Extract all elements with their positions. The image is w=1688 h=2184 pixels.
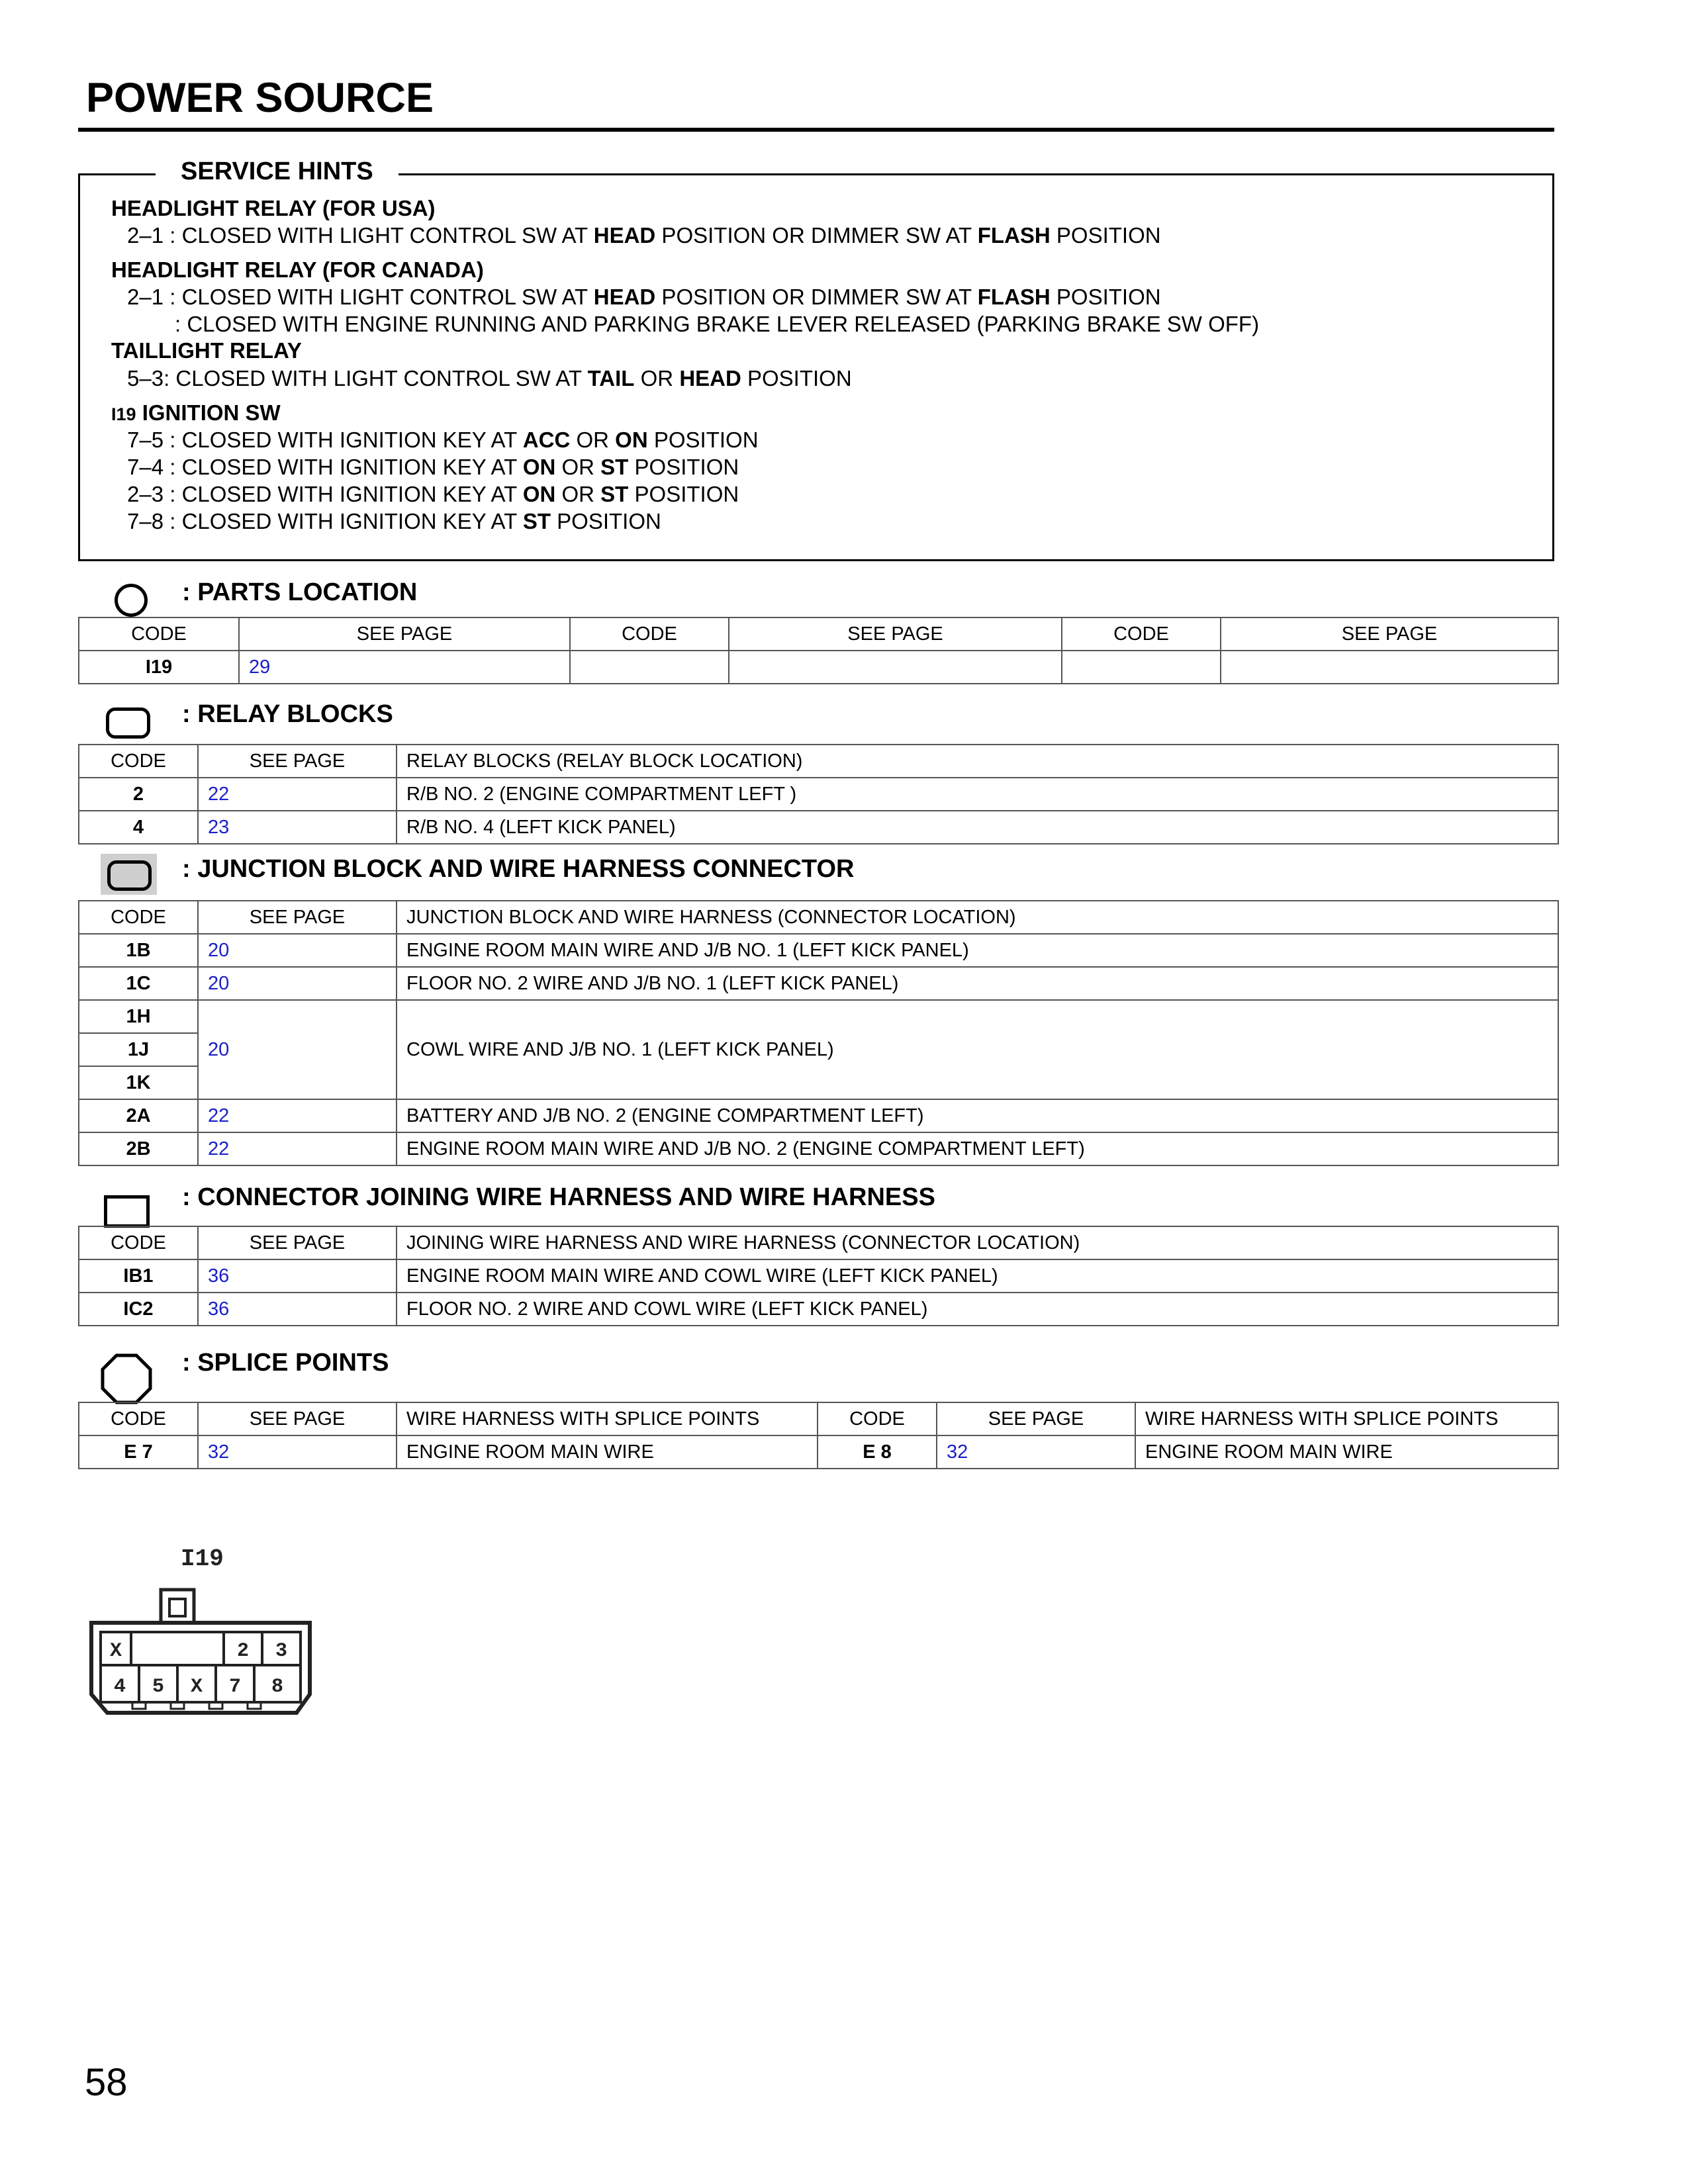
- page-title: POWER SOURCE: [86, 75, 434, 121]
- code-cell: 1H: [79, 1000, 198, 1033]
- taillight-heading: TAILLIGHT RELAY: [111, 338, 302, 363]
- page-link[interactable]: 32: [937, 1435, 1135, 1469]
- table-row: [79, 934, 1558, 967]
- empty-cell: [1062, 651, 1221, 684]
- page-link[interactable]: 22: [198, 1132, 397, 1165]
- page-link[interactable]: 23: [198, 811, 397, 844]
- pin-label: 2: [236, 1640, 250, 1662]
- pin-label: 8: [271, 1676, 284, 1698]
- header-cell: CODE: [818, 1402, 937, 1435]
- code-cell: E 7: [79, 1435, 198, 1469]
- table-row: [79, 1132, 1558, 1165]
- parts-location-table: [78, 617, 1559, 684]
- header-cell: RELAY BLOCKS (RELAY BLOCK LOCATION): [397, 745, 1558, 778]
- page-link[interactable]: 20: [198, 967, 397, 1000]
- header-cell: SEE PAGE: [729, 617, 1062, 651]
- description-cell: FLOOR NO. 2 WIRE AND COWL WIRE (LEFT KICK PANEL): [397, 1293, 1558, 1326]
- page-link[interactable]: 32: [198, 1435, 397, 1469]
- description-cell: R/B NO. 2 (ENGINE COMPARTMENT LEFT ): [397, 778, 1558, 811]
- code-cell: 2: [79, 778, 198, 811]
- junction-block-table: [78, 900, 1559, 1166]
- relay-blocks-title: : RELAY BLOCKS: [182, 700, 393, 728]
- junction-block-icon: [107, 860, 152, 891]
- pin-label: X: [190, 1676, 203, 1698]
- description-cell: FLOOR NO. 2 WIRE AND J/B NO. 1 (LEFT KICK PANEL): [397, 967, 1558, 1000]
- taillight-line: 5–3: CLOSED WITH LIGHT CONTROL SW AT TAIL OR HEAD POSITION: [127, 366, 852, 390]
- description-cell: ENGINE ROOM MAIN WIRE: [397, 1435, 818, 1469]
- connector-housing: [91, 1623, 310, 1713]
- code-cell: 2B: [79, 1132, 198, 1165]
- connector-i19-diagram: [85, 1535, 323, 1747]
- splice-points-title: : SPLICE POINTS: [182, 1349, 389, 1377]
- code-cell: 2A: [79, 1099, 198, 1132]
- connector-label: I19: [181, 1545, 224, 1572]
- connector-tab: [248, 1702, 261, 1709]
- description-cell: ENGINE ROOM MAIN WIRE AND J/B NO. 1 (LEFT KICK PANEL): [397, 934, 1558, 967]
- header-cell: CODE: [79, 617, 239, 651]
- header-cell: SEE PAGE: [198, 1402, 397, 1435]
- header-cell: CODE: [1062, 617, 1221, 651]
- headlight-canada-line-2: : CLOSED WITH ENGINE RUNNING AND PARKING BRAKE LEVER RELEASED (PARKING BRAKE SW OFF): [175, 312, 1260, 336]
- relay-blocks-table: [78, 744, 1559, 844]
- description-cell: COWL WIRE AND J/B NO. 1 (LEFT KICK PANEL): [397, 1000, 1558, 1099]
- header-cell: CODE: [79, 1226, 198, 1259]
- connector-lock-tab: [161, 1590, 194, 1623]
- table-row: [79, 967, 1558, 1000]
- table-header-row: [79, 617, 1558, 651]
- header-cell: CODE: [79, 745, 198, 778]
- ignition-heading: I19 IGNITION SW: [111, 400, 281, 425]
- junction-block-title: : JUNCTION BLOCK AND WIRE HARNESS CONNECTOR: [182, 855, 855, 883]
- table-header-row: [79, 1402, 1558, 1435]
- ignition-line: 2–3 : CLOSED WITH IGNITION KEY AT ON OR ST POSITION: [127, 482, 739, 506]
- parts-location-title: : PARTS LOCATION: [182, 578, 418, 606]
- table-header-row: [79, 1226, 1558, 1259]
- header-cell: WIRE HARNESS WITH SPLICE POINTS: [397, 1402, 818, 1435]
- header-cell: WIRE HARNESS WITH SPLICE POINTS: [1135, 1402, 1558, 1435]
- parts-location-icon: [115, 584, 148, 617]
- header-cell: CODE: [570, 617, 729, 651]
- ignition-line: 7–8 : CLOSED WITH IGNITION KEY AT ST POSITION: [127, 509, 661, 533]
- page-link[interactable]: 36: [198, 1259, 397, 1293]
- headlight-canada-line: 2–1 : CLOSED WITH LIGHT CONTROL SW AT HEAD POSITION OR DIMMER SW AT FLASH POSITION: [127, 285, 1161, 309]
- header-cell: JOINING WIRE HARNESS AND WIRE HARNESS (CONNECTOR LOCATION): [397, 1226, 1558, 1259]
- code-cell: 1B: [79, 934, 198, 967]
- table-row: [79, 811, 1558, 844]
- headlight-canada-heading: HEADLIGHT RELAY (FOR CANADA): [111, 257, 484, 282]
- page-link[interactable]: 29: [239, 651, 570, 684]
- terminal-blank: [131, 1632, 224, 1665]
- splice-points-table: [78, 1402, 1559, 1469]
- table-row: [79, 1099, 1558, 1132]
- description-cell: ENGINE ROOM MAIN WIRE AND COWL WIRE (LEFT KICK PANEL): [397, 1259, 1558, 1293]
- header-cell: SEE PAGE: [239, 617, 570, 651]
- header-cell: SEE PAGE: [937, 1402, 1135, 1435]
- header-cell: CODE: [79, 901, 198, 934]
- splice-point-icon: [101, 1353, 152, 1404]
- table-header-row: [79, 901, 1558, 934]
- code-cell: IC2: [79, 1293, 198, 1326]
- description-cell: BATTERY AND J/B NO. 2 (ENGINE COMPARTMENT LEFT): [397, 1099, 1558, 1132]
- pin-label: 3: [275, 1640, 288, 1662]
- description-cell: R/B NO. 4 (LEFT KICK PANEL): [397, 811, 1558, 844]
- description-cell: ENGINE ROOM MAIN WIRE AND J/B NO. 2 (ENGINE COMPARTMENT LEFT): [397, 1132, 1558, 1165]
- code-cell: 4: [79, 811, 198, 844]
- connectors-title: : CONNECTOR JOINING WIRE HARNESS AND WIRE HARNESS: [182, 1183, 935, 1211]
- header-cell: JUNCTION BLOCK AND WIRE HARNESS (CONNECTOR LOCATION): [397, 901, 1558, 934]
- connector-icon: [104, 1195, 150, 1228]
- table-header-row: [79, 745, 1558, 778]
- description-cell: ENGINE ROOM MAIN WIRE: [1135, 1435, 1558, 1469]
- pin-label: X: [109, 1640, 122, 1662]
- connector-lock-tab-inner: [169, 1599, 185, 1616]
- code-cell: I19: [79, 651, 239, 684]
- header-cell: CODE: [79, 1402, 198, 1435]
- header-cell: SEE PAGE: [198, 901, 397, 934]
- page-link[interactable]: 20: [198, 934, 397, 967]
- empty-cell: [729, 651, 1062, 684]
- connector-tab: [171, 1702, 184, 1709]
- code-cell: 1C: [79, 967, 198, 1000]
- empty-cell: [570, 651, 729, 684]
- header-cell: SEE PAGE: [1221, 617, 1558, 651]
- empty-cell: [1221, 651, 1558, 684]
- code-cell: 1K: [79, 1066, 198, 1099]
- connector-tab: [132, 1702, 146, 1709]
- page-link[interactable]: 20: [198, 1000, 397, 1099]
- table-row: [79, 1000, 1558, 1033]
- service-hints-heading: SERVICE HINTS: [156, 154, 399, 189]
- table-row: [79, 651, 1558, 684]
- table-row: [79, 778, 1558, 811]
- relay-block-icon: [106, 707, 150, 739]
- headlight-usa-line: 2–1 : CLOSED WITH LIGHT CONTROL SW AT HEAD POSITION OR DIMMER SW AT FLASH POSITION: [127, 223, 1161, 248]
- pin-label: 4: [113, 1676, 126, 1698]
- table-row: [79, 1435, 1558, 1469]
- code-cell: IB1: [79, 1259, 198, 1293]
- headlight-usa-heading: HEADLIGHT RELAY (FOR USA): [111, 196, 436, 220]
- page-link[interactable]: 22: [198, 1099, 397, 1132]
- connectors-table: [78, 1226, 1559, 1326]
- header-cell: SEE PAGE: [198, 1226, 397, 1259]
- code-cell: 1J: [79, 1033, 198, 1066]
- table-row: [79, 1259, 1558, 1293]
- connector-tab: [209, 1702, 222, 1709]
- table-row: [79, 1293, 1558, 1326]
- code-cell: E 8: [818, 1435, 937, 1469]
- ignition-line: 7–5 : CLOSED WITH IGNITION KEY AT ACC OR ON POSITION: [127, 428, 759, 452]
- page-link[interactable]: 36: [198, 1293, 397, 1326]
- title-divider: [78, 128, 1554, 132]
- ignition-line: 7–4 : CLOSED WITH IGNITION KEY AT ON OR ST POSITION: [127, 455, 739, 479]
- pin-label: 5: [152, 1676, 165, 1698]
- page-link[interactable]: 22: [198, 778, 397, 811]
- page-number: 58: [85, 2061, 128, 2104]
- pin-label: 7: [228, 1676, 242, 1698]
- header-cell: SEE PAGE: [198, 745, 397, 778]
